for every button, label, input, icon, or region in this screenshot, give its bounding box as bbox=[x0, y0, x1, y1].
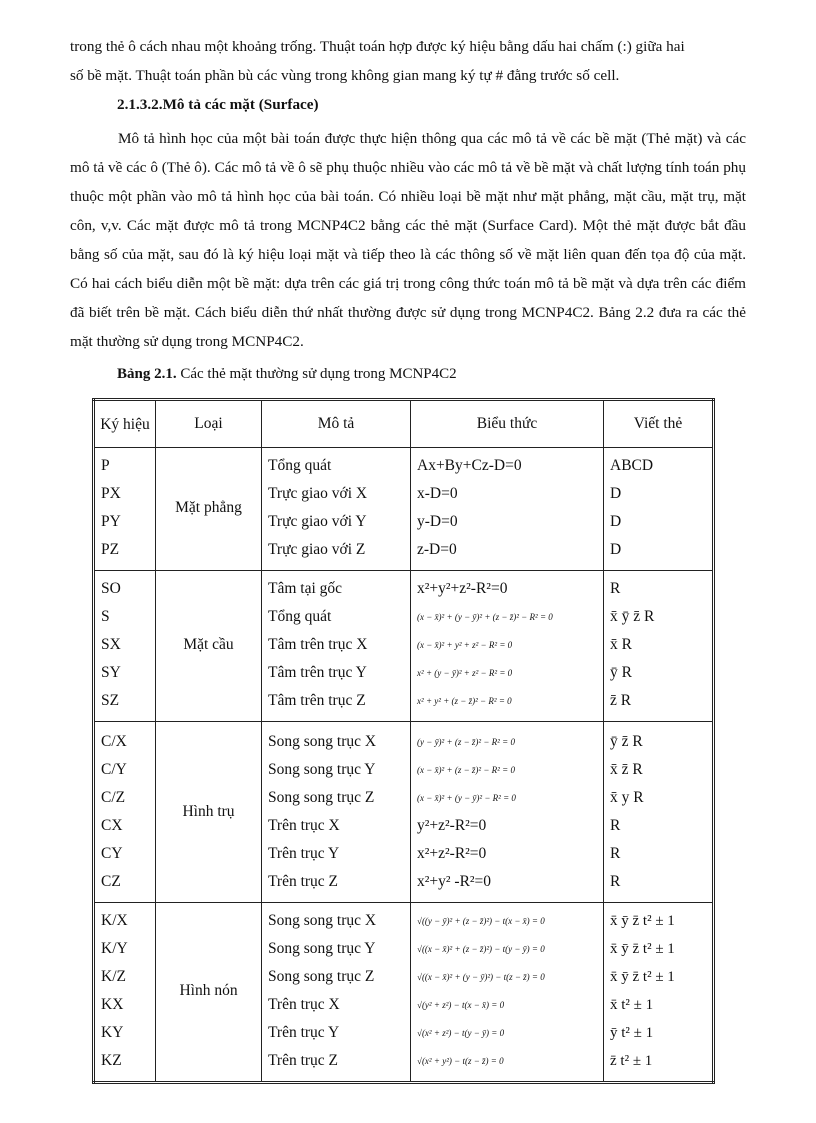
column-card bbox=[604, 571, 714, 722]
cell-sym: SY bbox=[101, 664, 121, 681]
cell-sym: KY bbox=[101, 1024, 124, 1041]
cell-card: ȳ t² ± 1 bbox=[610, 1025, 654, 1041]
cell-card: R bbox=[610, 817, 621, 834]
cell-expr: √((x − x̄)² + (z − z̄)²) − t(y − ȳ) = 0 bbox=[417, 944, 545, 954]
cell-desc: Song song trục Z bbox=[268, 789, 375, 806]
cell-expr: z-D=0 bbox=[417, 541, 457, 558]
cell-desc: Trực giao với Z bbox=[268, 541, 366, 558]
cell-expr: √((x − x̄)² + (y − ȳ)²) − t(z − z̄) = 0 bbox=[417, 972, 545, 982]
column-sym bbox=[94, 571, 156, 722]
cell-sym: CX bbox=[101, 817, 123, 834]
cell-expr: √(x² + z²) − t(y − ȳ) = 0 bbox=[417, 1028, 505, 1038]
cell-desc: Song song trục X bbox=[268, 912, 377, 929]
cell-card: z̄ R bbox=[610, 692, 632, 709]
cell-card: R bbox=[610, 873, 621, 890]
cell-expr: x-D=0 bbox=[417, 485, 458, 502]
column-sym bbox=[94, 448, 156, 571]
cell-desc: Trực giao với Y bbox=[268, 513, 367, 530]
cell-expr: (x − x̄)² + (z − z̄)² − R² = 0 bbox=[417, 765, 515, 775]
cell-expr: (x − x̄)² + (y − ȳ)² + (z − z̄)² − R² = 0 bbox=[417, 612, 553, 622]
cell-desc: Trực giao với X bbox=[268, 485, 368, 502]
column-desc bbox=[262, 448, 411, 571]
surface-type-label: Hình nón bbox=[179, 982, 238, 999]
table-group-row bbox=[94, 571, 714, 722]
cell-expr: √(y² + z²) − t(x − x̄) = 0 bbox=[417, 1000, 505, 1010]
cell-sym: SO bbox=[101, 580, 121, 597]
cell-desc: Trên trục Y bbox=[268, 845, 340, 862]
cell-desc: Tâm trên trục Z bbox=[268, 692, 366, 709]
cell-expr: x² + y² + (z − z̄)² − R² = 0 bbox=[417, 696, 512, 706]
header-card: Viết thẻ bbox=[604, 400, 714, 448]
cell-sym: SX bbox=[101, 636, 121, 653]
header-symbol: Ký hiệu bbox=[94, 400, 156, 448]
column-expr bbox=[411, 448, 604, 571]
cell-expr: Ax+By+Cz-D=0 bbox=[417, 457, 522, 474]
cell-sym: CZ bbox=[101, 873, 121, 890]
cell-card: z̄ t² ± 1 bbox=[610, 1053, 653, 1069]
cell-card: x̄ z̄ R bbox=[610, 761, 643, 778]
cell-expr: x²+z²-R²=0 bbox=[417, 845, 487, 862]
column-desc bbox=[262, 722, 411, 903]
cell-desc: Song song trục Y bbox=[268, 940, 376, 957]
cell-card: D bbox=[610, 541, 622, 558]
column-card bbox=[604, 903, 714, 1083]
cell-desc: Trên trục X bbox=[268, 996, 340, 1013]
column-sym bbox=[94, 722, 156, 903]
table-header-row bbox=[94, 400, 714, 448]
cell-sym: SZ bbox=[101, 692, 120, 709]
cell-desc: Song song trục Z bbox=[268, 968, 375, 985]
table-group-row bbox=[94, 722, 714, 903]
surface-type-label: Mặt cầu bbox=[183, 636, 234, 653]
header-type: Loại bbox=[156, 400, 262, 448]
surface-type-label: Mặt phẳng bbox=[175, 499, 242, 516]
cell-sym: PX bbox=[101, 485, 121, 502]
cell-desc: Trên trục X bbox=[268, 817, 340, 834]
column-desc bbox=[262, 571, 411, 722]
cell-desc: Tâm tại gốc bbox=[268, 580, 343, 597]
cell-card: x̄ ȳ z̄ t² ± 1 bbox=[610, 941, 675, 957]
cell-expr: √(x² + y²) − t(z − z̄) = 0 bbox=[417, 1056, 504, 1066]
cell-expr: x²+y²+z²-R²=0 bbox=[417, 580, 508, 597]
cell-sym: K/Y bbox=[101, 940, 128, 957]
cell-card: x̄ ȳ z̄ t² ± 1 bbox=[610, 969, 675, 985]
cell-card: D bbox=[610, 513, 622, 530]
cell-sym: P bbox=[101, 457, 110, 474]
cell-expr: (x − x̄)² + y² + z² − R² = 0 bbox=[417, 640, 513, 650]
table-group-row bbox=[94, 903, 714, 1083]
cell-card: R bbox=[610, 845, 621, 862]
surface-type-label: Hình trụ bbox=[182, 803, 235, 820]
surface-type-cell bbox=[156, 448, 262, 571]
cell-desc: Song song trục X bbox=[268, 733, 377, 750]
cell-desc: Tâm trên trục X bbox=[268, 636, 368, 653]
cell-expr: (y − ȳ)² + (z − z̄)² − R² = 0 bbox=[417, 737, 515, 747]
column-sym bbox=[94, 903, 156, 1083]
column-expr bbox=[411, 722, 604, 903]
cell-desc: Trên trục Z bbox=[268, 1052, 339, 1069]
cell-card: ABCD bbox=[610, 457, 654, 474]
cell-card: x̄ ȳ z̄ R bbox=[610, 608, 655, 625]
cell-sym: PY bbox=[101, 513, 121, 530]
surface-card-table bbox=[92, 398, 715, 1084]
paragraph-surface-description: Mô tả hình học của một bài toán được thực hiện thông qua các mô tả về các bề mặt (Thẻ mặt) và các mô tả về các ô (Thẻ ô). Các mô tả về ô sẽ phụ thuộc nhiều vào các mô tả về bề mặt và chất lượng tính toán phụ thuộc một phần vào mô tả hình học của bài toán. Có nhiều loại bề mặt như mặt phẳng, mặt cầu, mặt trụ, mặt côn, v,v. Các mặt được mô tả trong MCNP4C2 bằng các thẻ mặt (Surface Card). Một thẻ mặt được bắt đầu bằng số của mặt, sau đó là ký hiệu loại mặt và tiếp theo là các thông số về mặt liên quan đến tọa độ của mặt. Có hai cách biểu diễn một bề mặt: dựa trên các giá trị trong công thức toán mô tả bề mặt và dựa trên các điểm đã biết trên bề mặt. Cách biểu diễn thứ nhất thường được sử dụng trong MCNP4C2. Bảng 2.2 đưa ra các thẻ mặt thường sử dụng trong MCNP4C2. bbox=[70, 130, 746, 350]
cell-sym: CY bbox=[101, 845, 123, 862]
column-expr bbox=[411, 571, 604, 722]
cell-expr: y-D=0 bbox=[417, 513, 458, 530]
column-expr bbox=[411, 903, 604, 1083]
cell-card: x̄ y R bbox=[610, 789, 644, 806]
text-line: số bề mặt. Thuật toán phần bù các vùng trong không gian mang ký tự # đằng trước số cell. bbox=[70, 67, 620, 84]
cell-desc: Trên trục Y bbox=[268, 1024, 340, 1041]
cell-card: x̄ R bbox=[610, 636, 632, 653]
cell-sym: KX bbox=[101, 996, 124, 1013]
cell-desc: Trên trục Z bbox=[268, 873, 339, 890]
cell-card: ȳ z̄ R bbox=[610, 733, 643, 750]
cell-desc: Song song trục Y bbox=[268, 761, 376, 778]
cell-expr: x²+y² -R²=0 bbox=[417, 873, 492, 890]
caption-label: Bảng 2.1. bbox=[117, 366, 177, 382]
cell-desc: Tổng quát bbox=[268, 457, 332, 474]
surface-type-cell bbox=[156, 571, 262, 722]
header-description: Mô tả bbox=[262, 400, 411, 448]
cell-card: R bbox=[610, 580, 621, 597]
surface-type-cell bbox=[156, 903, 262, 1083]
cell-sym: C/X bbox=[101, 733, 127, 750]
cell-card: x̄ ȳ z̄ t² ± 1 bbox=[610, 913, 675, 929]
column-card bbox=[604, 722, 714, 903]
surface-type-cell bbox=[156, 722, 262, 903]
cell-sym: K/X bbox=[101, 912, 128, 929]
cell-sym: C/Z bbox=[101, 789, 126, 806]
header-expression: Biểu thức bbox=[411, 400, 604, 448]
cell-sym: KZ bbox=[101, 1052, 122, 1069]
section-heading: 2.1.3.2.Mô tả các mặt (Surface) bbox=[117, 96, 319, 113]
cell-sym: PZ bbox=[101, 541, 120, 558]
cell-expr: (x − x̄)² + (y − ȳ)² − R² = 0 bbox=[417, 793, 516, 803]
table-group-row bbox=[94, 448, 714, 571]
cell-card: ȳ R bbox=[610, 664, 632, 681]
cell-card: x̄ t² ± 1 bbox=[610, 997, 654, 1013]
cell-expr: y²+z²-R²=0 bbox=[417, 817, 487, 834]
cell-card: D bbox=[610, 485, 622, 502]
paragraph-continuation bbox=[70, 32, 746, 90]
cell-desc: Tâm trên trục Y bbox=[268, 664, 367, 681]
text-line: trong thẻ ô cách nhau một khoảng trống. Thuật toán hợp được ký hiệu bằng dấu hai chấm (:) giữa hai bbox=[70, 38, 685, 55]
caption-text: Các thẻ mặt thường sử dụng trong MCNP4C2 bbox=[176, 366, 457, 382]
column-card bbox=[604, 448, 714, 571]
table-caption bbox=[117, 366, 457, 383]
cell-desc: Tổng quát bbox=[268, 608, 332, 625]
cell-expr: x² + (y − ȳ)² + z² − R² = 0 bbox=[417, 668, 513, 678]
column-desc bbox=[262, 903, 411, 1083]
cell-sym: S bbox=[101, 608, 110, 625]
cell-sym: C/Y bbox=[101, 761, 127, 778]
cell-sym: K/Z bbox=[101, 968, 126, 985]
cell-expr: √((y − ȳ)² + (z − z̄)²) − t(x − x̄) = 0 bbox=[417, 916, 545, 926]
